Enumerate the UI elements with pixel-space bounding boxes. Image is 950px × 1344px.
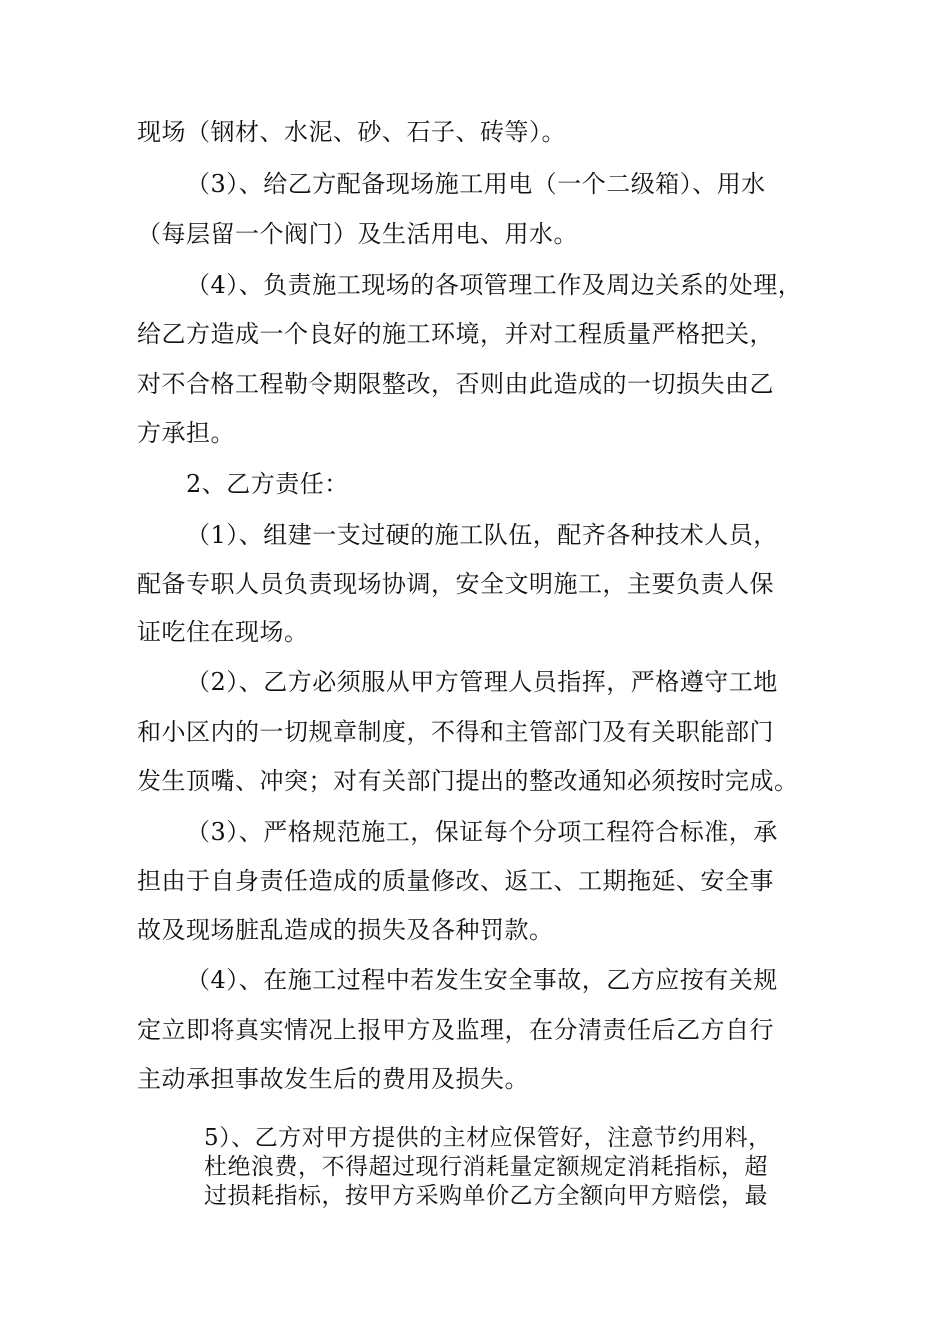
text-line: 主动承担事故发生后的费用及损失。	[137, 1065, 529, 1093]
text-line: 现场（钢材、水泥、砂、石子、砖等）。	[137, 118, 566, 146]
text-line: 定立即将真实情况上报甲方及监理，在分清责任后乙方自行	[137, 1016, 774, 1044]
text-line: 证吃住在现场。	[137, 618, 309, 646]
text-line: （3）、给乙方配备现场施工用电（一个二级箱）、用水	[186, 170, 766, 198]
text-line: （4）、在施工过程中若发生安全事故，乙方应按有关规	[186, 966, 778, 994]
text-line: 给乙方造成一个良好的施工环境，并对工程质量严格把关，	[137, 320, 774, 348]
text-line: 杜绝浪费，不得超过现行消耗量定额规定消耗指标，超	[204, 1154, 768, 1180]
text-line: （4）、负责施工现场的各项管理工作及周边关系的处理，	[186, 271, 803, 299]
text-line: （1）、组建一支过硬的施工队伍，配齐各种技术人员，	[186, 521, 778, 549]
text-line: 和小区内的一切规章制度，不得和主管部门及有关职能部门	[137, 718, 774, 746]
text-line: 过损耗指标，按甲方采购单价乙方全额向甲方赔偿，最	[204, 1183, 768, 1209]
text-line: （每层留一个阀门）及生活用电、用水。	[137, 220, 578, 248]
section-heading: 2、乙方责任：	[186, 470, 349, 498]
text-line: 5）、乙方对甲方提供的主材应保管好，注意节约用料，	[204, 1125, 772, 1151]
text-line: （2）、乙方必须服从甲方管理人员指挥，严格遵守工地	[186, 668, 778, 696]
text-line: （3）、严格规范施工，保证每个分项工程符合标准，承	[186, 818, 778, 846]
text-line: 对不合格工程勒令期限整改，否则由此造成的一切损失由乙	[137, 370, 774, 398]
text-line: 发生顶嘴、冲突；对有关部门提出的整改通知必须按时完成。	[137, 767, 799, 795]
text-line: 配备专职人员负责现场协调，安全文明施工，主要负责人保	[137, 570, 774, 598]
text-line: 故及现场脏乱造成的损失及各种罚款。	[137, 916, 554, 944]
text-line: 担由于自身责任造成的质量修改、返工、工期拖延、安全事	[137, 867, 774, 895]
text-line: 方承担。	[137, 419, 235, 447]
